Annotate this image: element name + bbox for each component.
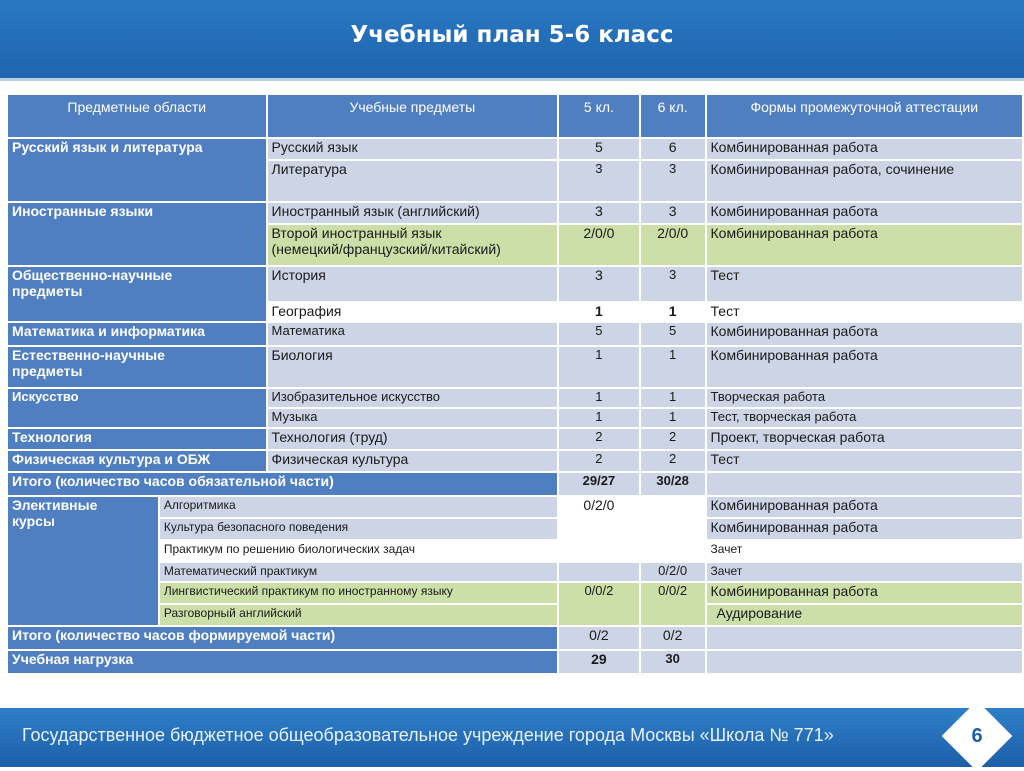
form-cell: Комбинированная работа [706, 322, 1023, 346]
grade6-cell: 1 [640, 302, 706, 322]
area-cell: Технология [7, 428, 267, 450]
header-areas: Предметные области [7, 94, 267, 138]
load-g6: 30 [640, 650, 706, 674]
grade6-cell: 6 [640, 138, 706, 160]
subject-cell: Технология (труд) [267, 428, 559, 450]
subject-cell: Музыка [267, 408, 559, 428]
total-required-g6: 30/28 [640, 472, 706, 496]
electives-label-cell [7, 496, 159, 626]
grade6-cell: 3 [640, 266, 706, 302]
grade6-cell: 3 [640, 202, 706, 224]
elective-form: Комбинированная работа [706, 496, 1023, 518]
elective-g6-math: 0/2/0 [640, 562, 706, 582]
grade6-cell: 2 [640, 428, 706, 450]
elective-g6-group1 [640, 496, 706, 562]
area-cell: Математика и информатика [7, 322, 267, 346]
elective-form: Комбинированная работа [706, 518, 1023, 540]
total-formed-label: Итого (количество часов формируемой части) [7, 626, 558, 650]
elective-form: Зачет [706, 562, 1023, 582]
grade6-cell: 2 [640, 450, 706, 472]
slide-footer [0, 708, 1024, 767]
grade6-cell: 1 [640, 388, 706, 408]
elective-form: Комбинированная работа [706, 582, 1023, 604]
subject-cell: История [267, 266, 559, 302]
form-cell: Комбинированная работа [706, 346, 1023, 388]
footer-school-name: Государственное бюджетное общеобразовательное учреждение города Москвы «Школа № 771» [22, 725, 834, 745]
load-row [7, 650, 1023, 674]
grade5-cell: 3 [558, 160, 640, 202]
elective-g6-group2: 0/0/2 [640, 582, 706, 626]
elective-row [7, 582, 1023, 604]
elective-subject: Математический практикум [159, 562, 558, 582]
elective-subject: Лингвистический практикум по иностранному языку [159, 582, 558, 604]
grade5-cell: 2 [558, 450, 640, 472]
load-form [706, 650, 1023, 674]
elective-row [7, 496, 1023, 518]
elective-row [7, 518, 1023, 540]
curriculum-table [6, 93, 1024, 675]
grade6-cell: 1 [640, 346, 706, 388]
form-cell: Тест [706, 266, 1023, 302]
grade5-cell: 5 [558, 138, 640, 160]
header-forms: Формы промежуточной аттестации [706, 94, 1023, 138]
grade5-cell: 1 [558, 408, 640, 428]
grade5-cell: 1 [558, 302, 640, 322]
area-cell: Физическая культура и ОБЖ [7, 450, 267, 472]
area-cell [7, 346, 267, 388]
grade6-cell: 3 [640, 160, 706, 202]
form-cell: Тест [706, 302, 1023, 322]
total-formed-g6: 0/2 [640, 626, 706, 650]
form-cell: Проект, творческая работа [706, 428, 1023, 450]
subject-cell: Литература [267, 160, 559, 202]
slide-header [0, 0, 1024, 81]
area-cell: Искусство [7, 388, 267, 428]
electives-label-line: Элективные [12, 497, 98, 513]
elective-subject: Разговорный английский [159, 604, 558, 626]
total-required-row [7, 472, 1023, 496]
elective-g5-group1: 0/2/0 [558, 496, 640, 562]
total-required-g5: 29/27 [558, 472, 640, 496]
table-row [7, 202, 1023, 224]
subject-cell: Русский язык [267, 138, 559, 160]
subject-cell: Биология [267, 346, 559, 388]
elective-subject: Практикум по решению биологических задач [159, 540, 558, 562]
area-line: предметы [12, 283, 83, 299]
table-row [7, 266, 1023, 302]
table-row [7, 388, 1023, 408]
table-row [7, 322, 1023, 346]
form-cell: Тест [706, 450, 1023, 472]
total-formed-row [7, 626, 1023, 650]
form-cell: Комбинированная работа [706, 202, 1023, 224]
grade5-cell: 2 [558, 428, 640, 450]
form-cell: Тест, творческая работа [706, 408, 1023, 428]
page-number: 6 [971, 725, 983, 747]
elective-form: Зачет [706, 540, 1023, 562]
subject-cell [267, 224, 559, 266]
area-line: Естественно-научные [12, 347, 165, 363]
area-line: предметы [12, 363, 83, 379]
table-header-row [7, 94, 1023, 138]
subject-line: (немецкий/французский/китайский) [271, 241, 501, 257]
area-cell: Иностранные языки [7, 202, 267, 266]
subject-line: Второй иностранный язык [271, 225, 442, 241]
header-subjects: Учебные предметы [267, 94, 559, 138]
total-formed-form [706, 626, 1023, 650]
subject-cell: Математика [267, 322, 559, 346]
grade5-cell: 1 [558, 346, 640, 388]
form-cell: Комбинированная работа [706, 138, 1023, 160]
elective-row [7, 604, 1023, 626]
area-line: Общественно-научные [12, 267, 173, 283]
grade5-cell: 1 [558, 388, 640, 408]
electives-label-line: курсы [12, 513, 55, 529]
elective-subject: Алгоритмика [159, 496, 558, 518]
grade5-cell: 3 [558, 202, 640, 224]
subject-cell: Физическая культура [267, 450, 559, 472]
load-g5: 29 [558, 650, 640, 674]
grade6-cell: 2/0/0 [640, 224, 706, 266]
form-cell: Комбинированная работа [706, 224, 1023, 266]
header-grade-6: 6 кл. [640, 94, 706, 138]
total-required-label: Итого (количество часов обязательной части) [7, 472, 558, 496]
elective-form: Аудирование [706, 604, 1023, 626]
subject-cell: Иностранный язык (английский) [267, 202, 559, 224]
area-cell: Русский язык и литература [7, 138, 267, 202]
elective-row [7, 540, 1023, 562]
subject-cell: Изобразительное искусство [267, 388, 559, 408]
form-cell: Комбинированная работа, сочинение [706, 160, 1023, 202]
table-row [7, 346, 1023, 388]
subject-cell: География [267, 302, 559, 322]
table-row [7, 450, 1023, 472]
elective-row [7, 562, 1023, 582]
total-required-form [706, 472, 1023, 496]
grade5-cell: 5 [558, 322, 640, 346]
grade5-cell: 2/0/0 [558, 224, 640, 266]
elective-g5-group2: 0/0/2 [558, 582, 640, 626]
grade6-cell: 5 [640, 322, 706, 346]
area-cell [7, 266, 267, 322]
table-row [7, 428, 1023, 450]
load-label: Учебная нагрузка [7, 650, 558, 674]
form-cell: Творческая работа [706, 388, 1023, 408]
total-formed-g5: 0/2 [558, 626, 640, 650]
grade6-cell: 1 [640, 408, 706, 428]
elective-g5-math [558, 562, 640, 582]
slide-title: Учебный план 5-6 класс [350, 22, 674, 48]
table-row [7, 138, 1023, 160]
header-grade-5: 5 кл. [558, 94, 640, 138]
elective-subject: Культура безопасного поведения [159, 518, 558, 540]
grade5-cell: 3 [558, 266, 640, 302]
